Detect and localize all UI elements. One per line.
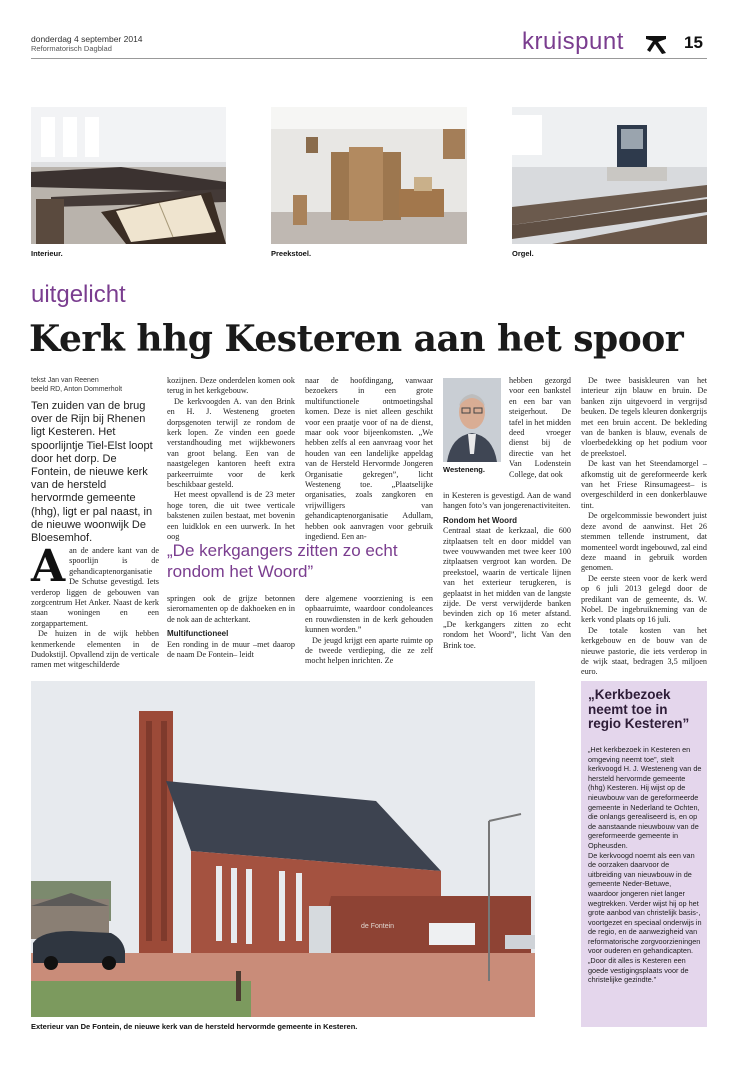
article-intro: Ten zuiden van de brug over de Rijn bij Rhenen ligt Kesteren. Het spoorlijntje Tiel-Elst loopt door het dorp. De Fontein, de nieuwe kerk van de hersteld hervormde gemeente (hhg), ligt er pal naast, in de nieuwe woonwijk De Bloesemhof. bbox=[31, 400, 153, 545]
page-number: 15 bbox=[684, 33, 703, 52]
credit-text: tekst Jan van Reenen bbox=[31, 377, 99, 384]
section-arrow-icon bbox=[644, 32, 668, 56]
sidebar-body bbox=[588, 745, 702, 985]
photo-exterior bbox=[31, 681, 535, 1017]
col5-paragraph-2: De kast van het Steendamorgel –afkomstig uit de gereformeerde kerk van het Friese Rinsumageest– is overgeschilderd in een donkerblauwe tint. bbox=[581, 459, 707, 510]
subheading-multifunctioneel: Multifunctioneel bbox=[167, 629, 229, 639]
article-column-4-bottom bbox=[443, 491, 571, 651]
article-column-3-top bbox=[305, 376, 433, 543]
building-sign: de Fontein bbox=[361, 923, 395, 930]
sidebar-paragraph-1: „Het kerkbezoek in Kesteren en omgeving neemt toe”, stelt kerkvoogd H. J. Westeneng van de hersteld hervormde gemeente (hhg) Kesteren. Hij wijst op de nieuwbouw van de gereformeerde gemeente in Nederland te Ochten, die onlangs gerealiseerd is, en op de aanstaande nieuwbouw van de gereformeerde gemeente in Opheusden. bbox=[588, 745, 702, 850]
article-column-1 bbox=[31, 541, 159, 671]
article-column-3-bottom bbox=[305, 594, 433, 667]
portrait-westeneng bbox=[443, 378, 501, 462]
col4-paragraph-3: Centraal staat de kerkzaal, die 600 zitplaatsen telt en door middel van twee vouwwanden met twee keer 100 zitplaatsen vergroot kan worden. De preekstoel, waarin de verticale lijnen van het exterieur terugkeren, is geplaatst in het midden van de langste zijde. De verst verwijderde banken bevinden zich op 16 meter afstand. „De kerkgangers zitten zo echt rondom het Woord”, licht Van den Brink toe. bbox=[443, 526, 571, 650]
credit-photo: beeld RD, Anton Dommerholt bbox=[31, 386, 123, 393]
photo-caption-organ: Orgel. bbox=[512, 249, 534, 258]
photo-pulpit bbox=[271, 107, 467, 244]
col4-paragraph-2: in Kesteren is gevestigd. Aan de wand hangen foto’s van jongerenactiviteiten. bbox=[443, 491, 571, 511]
header-paper-name: Reformatorisch Dagblad bbox=[31, 44, 112, 53]
article-credits bbox=[31, 376, 122, 394]
col2-paragraph-1: kozijnen. Deze onderdelen komen ook terug in het kerkgebouw. bbox=[167, 376, 295, 396]
col2-paragraph-5: Een ronding in de muur –met daarop de naam De Fontein– leidt bbox=[167, 639, 295, 660]
header-date: donderdag 4 september 2014 bbox=[31, 34, 143, 44]
col5-paragraph-4: De eerste steen voor de kerk werd op 6 juli 2013 gelegd door de predikant van de gemeente, ds. W. Nobel. De ingebruikneming van de kerk vond plaats op 16 juli. bbox=[581, 573, 707, 625]
col5-paragraph-1: De twee basiskleuren van het interieur zijn blauw en bruin. De banken zijn uitgevoerd in vergrijsd beuken. De tegels kleuren donkergrijs met een bruin accent. De bekleding van de banken is blauw, evenals de vloerbedekking op het podium voor de preekstoel. bbox=[581, 376, 707, 458]
drop-cap: A bbox=[31, 541, 66, 592]
col4-paragraph-1: hebben gezorgd voor een bankstel en een bar van steigerhout. De tafel in het midden deed vroeger dienst bij de directie van het Van Lodenstein College, dat ook bbox=[509, 376, 571, 479]
exterior-caption: Exterieur van De Fontein, de nieuwe kerk van de hersteld hervormde gemeente in Kesteren. bbox=[31, 1022, 358, 1031]
article-column-2-top bbox=[167, 376, 295, 543]
sidebar-title: „Kerkbezoek neemt toe in regio Kesteren” bbox=[588, 687, 690, 731]
photo-caption-interior: Interieur. bbox=[31, 249, 63, 258]
article-kicker: uitgelicht bbox=[31, 281, 126, 308]
subheading-rondom-het-woord: Rondom het Woord bbox=[443, 515, 518, 525]
sidebar-paragraph-2: De kerkvoogd noemt als een van de oorzaken daarvoor de uitbreiding van nieuwbouw in de gemeente Neder-Betuwe, waardoor jongeren niet langer wegtrekken. Verder wijst hij op het grote aanbod van christelijk basis-, voortgezet en speciaal onderwijs in de regio, en de aanwezigheid van reformatorische zorgvoorzieningen voor ouderen en gehandicapten. „Door dit alles is Kesteren een goede vestigingsplaats voor de christelijke gezindte.” bbox=[588, 850, 702, 985]
col1-paragraph-2: De huizen in de wijk hebben kenmerkende elementen in de Dudokstijl. Opvallend zijn de verticale ramen met witgeschilderde bbox=[31, 629, 159, 670]
col5-paragraph-3: De orgelcommissie bewondert juist deze avond de aanwinst. Het 26 stemmen tellende instrument, dat momenteel wordt ingebouwd, zal eind deze maand in gebruik worden genomen. bbox=[581, 511, 707, 573]
portrait-caption: Westeneng. bbox=[443, 465, 485, 474]
pull-quote: „De kerkgangers zitten zo echt rondom het Woord” bbox=[167, 541, 398, 581]
col3-paragraph-3: De jeugd krijgt een aparte ruimte op de tweede verdieping, die ze zelf mocht helpen inrichten. Ze bbox=[305, 635, 433, 666]
col2-paragraph-2: De kerkvoogden A. van den Brink en H. J. Westeneng groeten dorpsgenoten terwijl ze rondom de kerk lopen. Ze vinden een goede verstandhouding met wijkbewoners van groot belang. Een van de naastgelegen kantoren heeft extra parkeerruimte voor de kerk beschikbaar gesteld. bbox=[167, 396, 295, 490]
article-column-5 bbox=[581, 376, 707, 678]
article-column-2-bottom bbox=[167, 594, 295, 660]
header-rule bbox=[31, 58, 707, 59]
col5-paragraph-5: De totale kosten van het kerkgebouw en de bouw van de nieuwe pastorie, die iets verderop in de wijk staat, bedragen 3,5 miljoen euro. bbox=[581, 625, 707, 677]
section-title: kruispunt bbox=[522, 28, 624, 55]
article-headline: Kerk hhg Kesteren aan het spoor bbox=[29, 318, 684, 360]
col3-paragraph-1: naar de hoofdingang, vanwaar bezoekers in een grote multifunctionele ontmoetingshal komen. Deze is niet alleen geschikt voor een praatje voor of na de dienst, maar ook voor bijeenkomsten. „We hebben zelfs al een aanvraag voor het houden van een landelijke appeldag van de Hersteld Hervormde Jongeren Organisatie gekregen”, licht Westeneng toe. „Plaatselijke organisaties, zoals zangkoren en vrijwilligers van gehandicaptenorganisatie Adullam, hebben ook aanvragen voor gebruik ingediend. Een an- bbox=[305, 376, 433, 542]
col2-paragraph-3: Het meest opvallend is de 23 meter hoge toren, die uit twee verticale bakstenen zuilen bestaat, met bovenin een luidklok en een uurwerk. In het oog bbox=[167, 490, 295, 542]
article-column-4-top bbox=[509, 376, 571, 480]
photo-interior bbox=[31, 107, 226, 244]
col1-paragraph-1: an de andere kant van de spoorlijn is de gehandicaptenorganisatie De Schutse gevestigd. Iets verderop liggen de gebouwen van zorgcentrum Het Anker. Naast de kerk staan woningen en een zorgappartement. bbox=[31, 546, 159, 628]
photo-organ bbox=[512, 107, 707, 244]
photo-caption-pulpit: Preekstoel. bbox=[271, 249, 312, 258]
col2-paragraph-4: springen ook de grijze betonnen sierornamenten op de dakhoeken en in de nok aan de achterkant. bbox=[167, 594, 295, 624]
col3-paragraph-2: dere algemene voorziening is een opbaarruimte, waardoor condoleances en rouwdiensten in de kerk gehouden kunnen worden.” bbox=[305, 594, 433, 635]
